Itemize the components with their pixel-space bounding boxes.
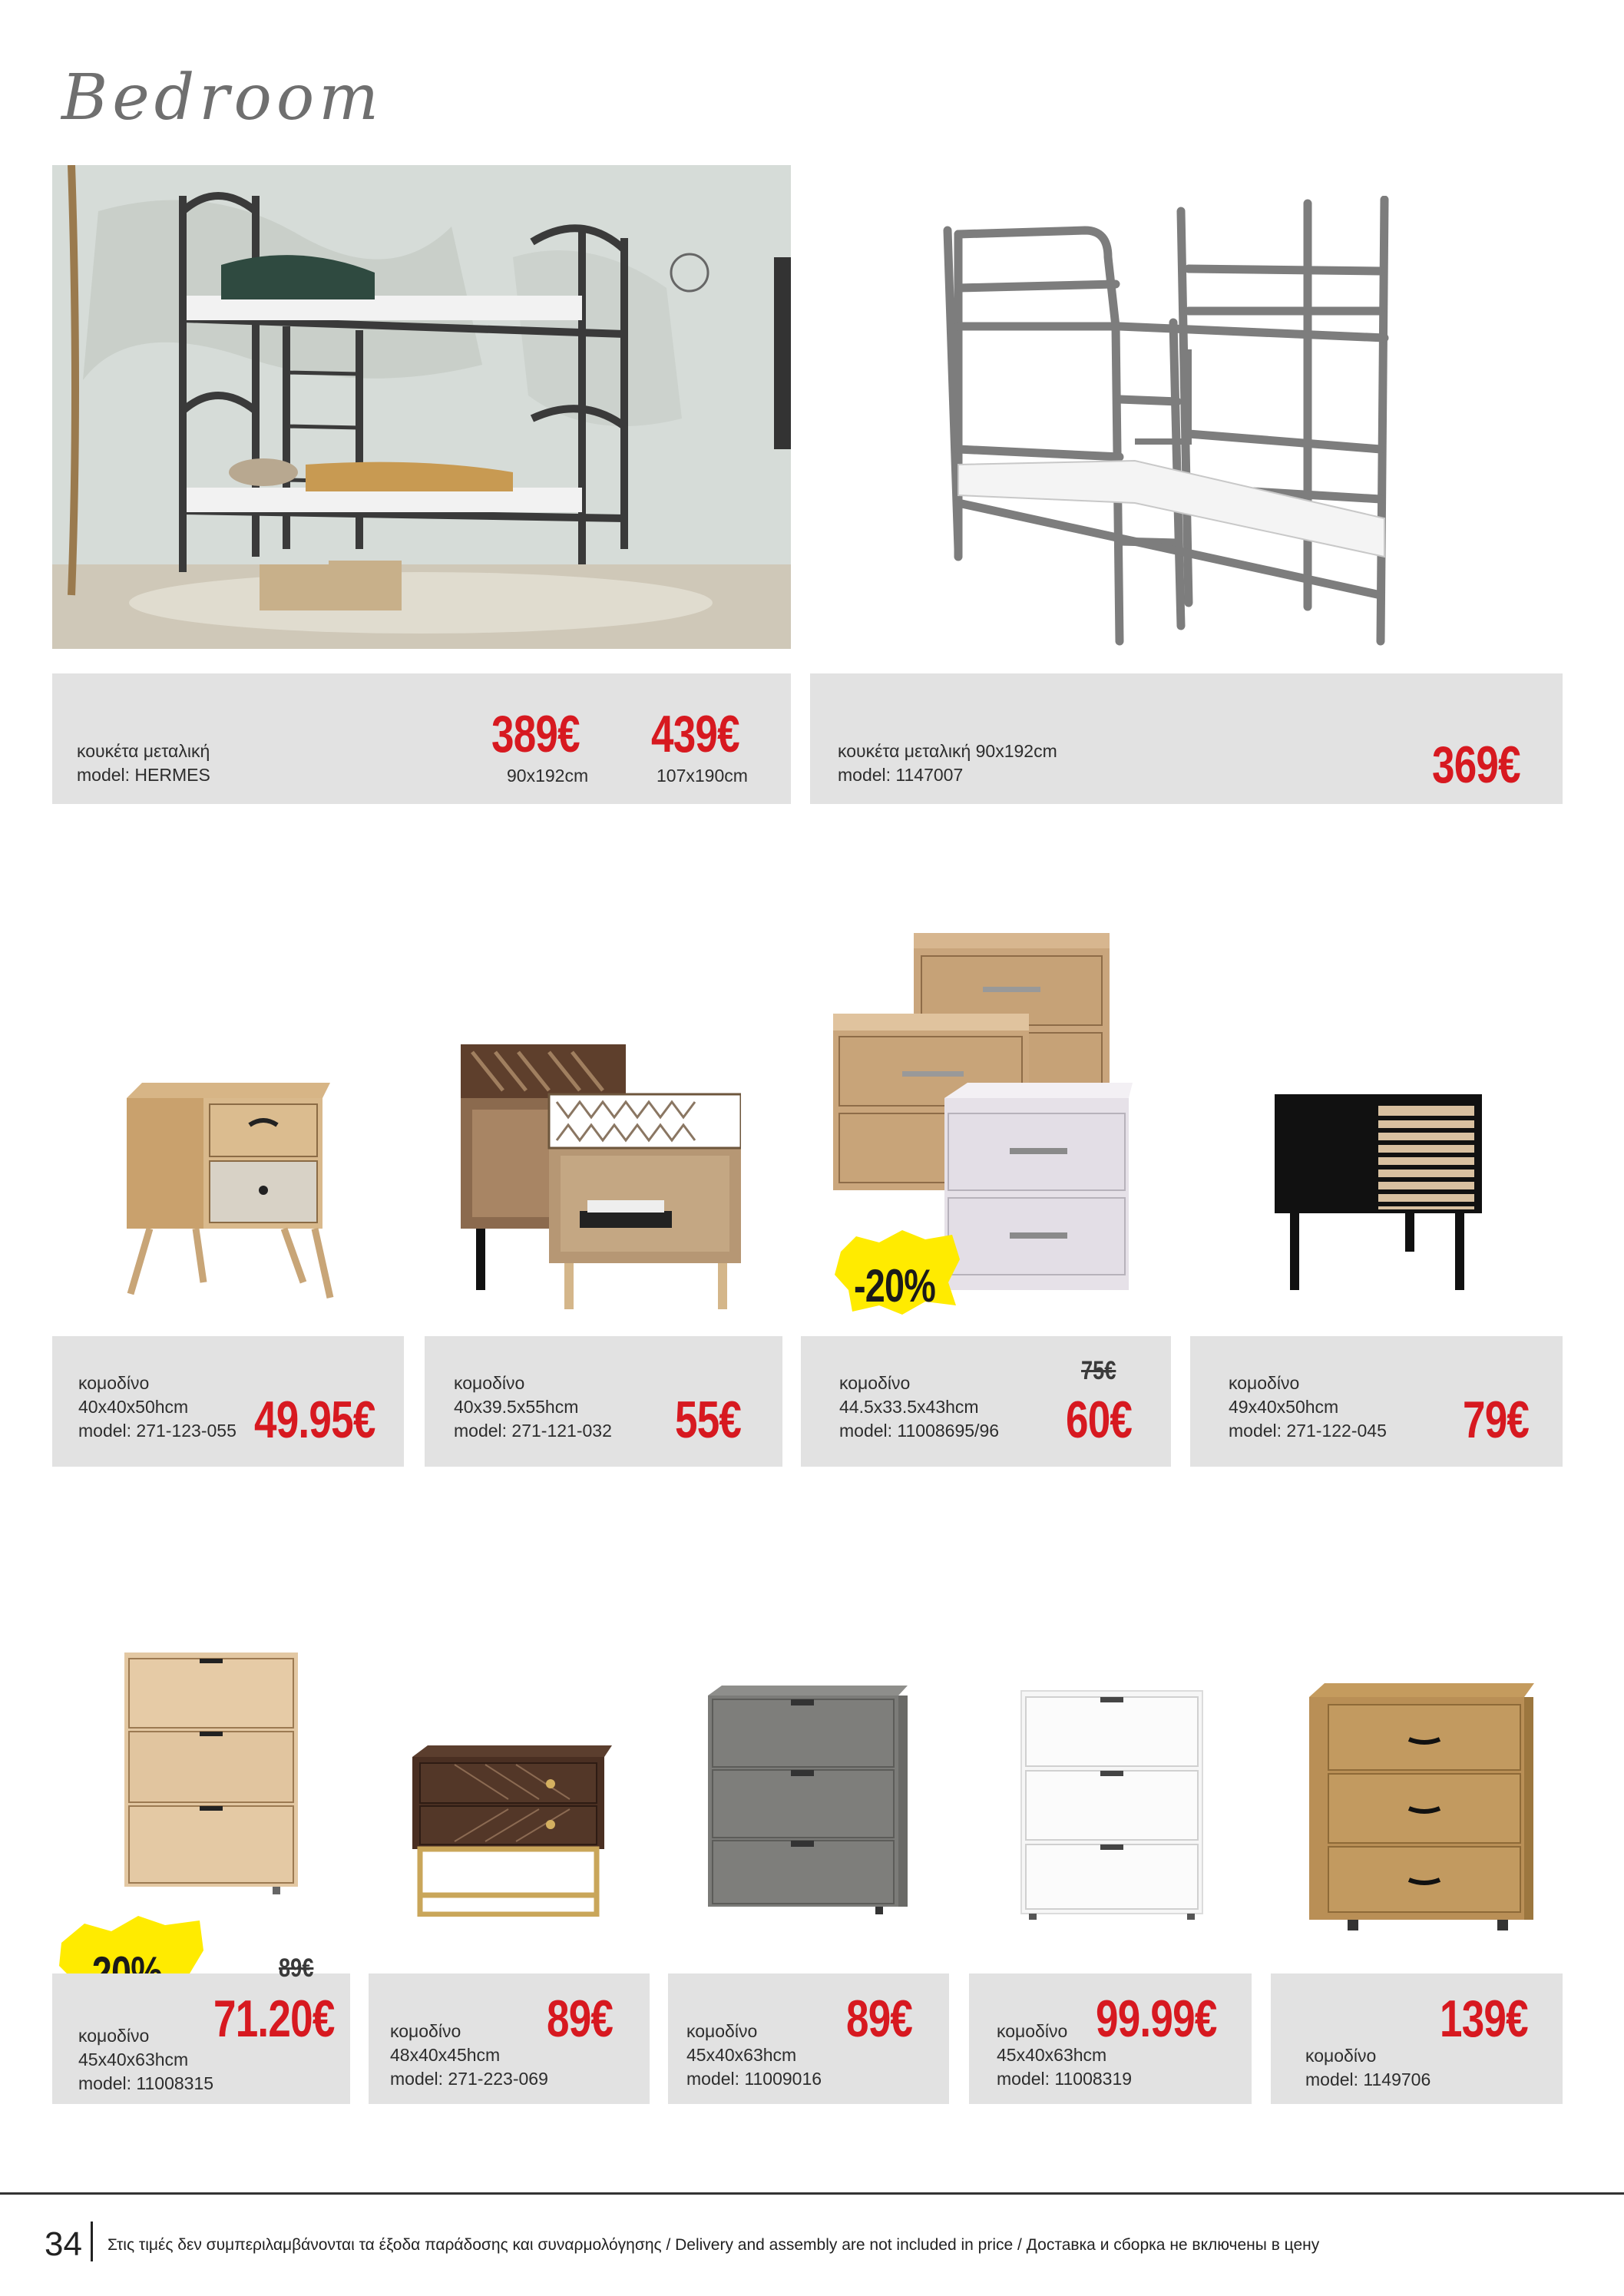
product-description: κομοδίνο — [997, 2021, 1068, 2041]
nightstand-271-223-069-image — [408, 1742, 616, 1917]
product-bar-11009016 — [668, 1973, 949, 2104]
footer-separator — [91, 2222, 93, 2261]
product-description: κομοδίνο — [686, 2021, 758, 2041]
product-dimensions: 40x39.5x55hcm — [454, 1397, 579, 1417]
product-model: model: 1149706 — [1305, 2069, 1431, 2089]
old-price: 89€ — [279, 1954, 314, 1983]
product-bar-11008315 — [52, 1954, 350, 2104]
product-dimensions: 44.5x33.5x43hcm — [839, 1397, 979, 1417]
product-model: model: 11008315 — [78, 2073, 214, 2093]
product-model: model: 271-122-045 — [1229, 1421, 1387, 1441]
product-price: 89€ — [846, 1990, 913, 2048]
size-107x190: 107x190cm — [657, 766, 748, 786]
page-title: Bedroom — [61, 61, 383, 134]
page-number: 34 — [45, 2225, 82, 2263]
product-bar-271-123-055 — [52, 1336, 404, 1467]
product-dimensions: 45x40x63hcm — [997, 2045, 1107, 2065]
product-description: κομοδίνο — [78, 1373, 150, 1393]
discount-label: -20% — [854, 1260, 936, 1312]
product-bar-11008319 — [969, 1973, 1252, 2104]
nightstand-271-123-055-image — [119, 1083, 334, 1305]
product-description: κουκέτα μεταλική — [77, 741, 210, 761]
product-model: model: 271-123-055 — [78, 1421, 236, 1441]
footer-divider — [0, 2192, 1624, 2195]
hermes-bunk-bed-photo — [52, 165, 791, 649]
price-90x192: 389€ — [491, 705, 580, 763]
product-model: model: 271-121-032 — [454, 1421, 612, 1441]
nightstand-11008319-image — [1020, 1689, 1204, 1920]
product-model: model: 271-223-069 — [390, 2069, 548, 2089]
nightstand-11008315-image — [123, 1651, 299, 1895]
product-model: model: 11008319 — [997, 2069, 1133, 2089]
product-bar-1147007 — [810, 673, 1563, 804]
product-bar-271-223-069 — [369, 1973, 650, 2104]
product-dimensions: 45x40x63hcm — [78, 2050, 189, 2069]
product-bar-271-122-045 — [1190, 1336, 1563, 1467]
old-price: 75€ — [1081, 1356, 1116, 1385]
product-bar-hermes — [52, 673, 791, 804]
metal-bunk-bed-photo — [943, 196, 1434, 657]
product-bar-271-121-032 — [425, 1336, 782, 1467]
product-description: κομοδίνο — [78, 2026, 150, 2046]
product-dimensions: 40x40x50hcm — [78, 1397, 189, 1417]
product-description: κομοδίνο — [390, 2021, 461, 2041]
product-description: κουκέτα μεταλική 90x192cm — [838, 741, 1057, 761]
nightstand-1149706-image — [1305, 1682, 1536, 1935]
product-price: 99.99€ — [1096, 1990, 1217, 2048]
product-price: 139€ — [1440, 1990, 1528, 2048]
product-description: κομοδίνο — [1229, 1373, 1300, 1393]
nightstand-271-121-032-image — [457, 1040, 741, 1313]
product-description: κομοδίνο — [1305, 2046, 1377, 2066]
size-90x192: 90x192cm — [507, 766, 589, 786]
product-model: model: 1147007 — [838, 765, 964, 785]
product-model: model: HERMES — [77, 765, 210, 785]
product-model: model: 11008695/96 — [839, 1421, 1000, 1441]
product-price: 71.20€ — [213, 1990, 335, 2048]
nightstand-11009016-image — [706, 1684, 910, 1916]
product-price: 369€ — [1432, 736, 1520, 794]
product-description: κομοδίνο — [454, 1373, 525, 1393]
product-dimensions: 49x40x50hcm — [1229, 1397, 1339, 1417]
product-price: 89€ — [547, 1990, 614, 2048]
product-price: 79€ — [1463, 1391, 1530, 1449]
product-model: model: 11009016 — [686, 2069, 822, 2089]
product-dimensions: 45x40x63hcm — [686, 2045, 797, 2065]
product-price: 60€ — [1066, 1391, 1133, 1449]
product-description: κομοδίνο — [839, 1373, 911, 1393]
nightstand-271-122-045-image — [1271, 1090, 1486, 1294]
product-bar-1149706 — [1271, 1973, 1563, 2104]
product-price: 55€ — [675, 1391, 742, 1449]
product-dimensions: 48x40x45hcm — [390, 2045, 501, 2065]
footer-disclaimer: Στις τιμές δεν συμπεριλαμβάνονται τα έξοδα παράδοσης και συναρμολόγησης / Delivery and assembly are not included in price / Доставка и сборка не включены в цену — [107, 2236, 1320, 2254]
product-price: 49.95€ — [254, 1391, 375, 1449]
product-bar-11008695-96 — [801, 1336, 1171, 1467]
price-107x190: 439€ — [651, 705, 739, 763]
